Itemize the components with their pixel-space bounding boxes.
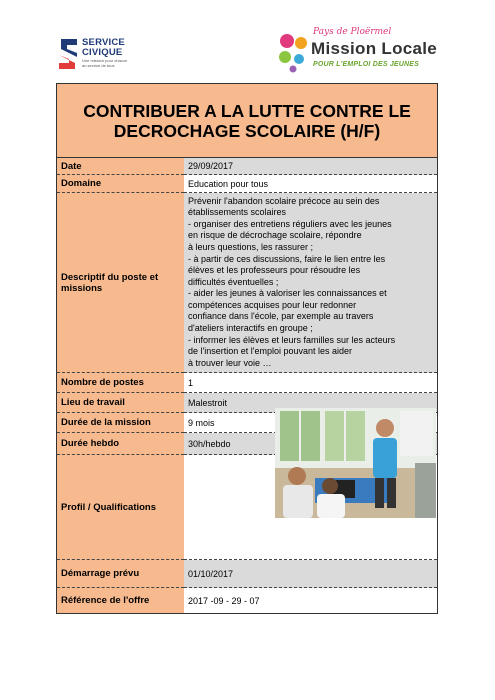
colored-dots-icon	[275, 31, 313, 73]
mission-locale-logo	[275, 25, 445, 75]
desc-line: établissements scolaires	[188, 207, 287, 218]
label-date: Date	[57, 158, 184, 175]
row-date	[57, 158, 437, 175]
row-nombre-postes	[57, 373, 437, 393]
desc-line: - aider les jeunes à valoriser les connaissances et	[188, 288, 387, 299]
service-civique-tagline: Une mission pour chacun au service de tous	[82, 58, 128, 68]
offer-title-box	[56, 83, 438, 158]
desc-line: en risque de décrochage scolaire, répondre	[188, 230, 362, 241]
value-demarrage: 01/10/2017	[184, 560, 437, 588]
desc-line: à trouver leur voie …	[188, 357, 272, 368]
value-nombre-postes: 1	[184, 373, 437, 393]
value-reference: 2017 -09 - 29 - 07	[188, 595, 260, 606]
offer-title: CONTRIBUER A LA LUTTE CONTRE LE DECROCHAGE SCOLAIRE (H/F)	[83, 100, 411, 141]
desc-line: d'ateliers interactifs en groupe ;	[188, 323, 313, 334]
label-domaine: Domaine	[57, 175, 184, 193]
mission-locale-wordmark: Mission Locale	[311, 39, 438, 58]
value-duree-hebdo: 30h/hebdo	[184, 433, 437, 455]
label-lieu: Lieu de travail	[57, 393, 184, 413]
service-civique-mark-icon	[57, 37, 79, 71]
service-civique-wordmark: SERVICE CIVIQUE	[82, 37, 125, 58]
desc-line: compétences acquises pour leur redonner	[188, 299, 357, 310]
label-reference: Référence de l'offre	[57, 588, 184, 613]
service-civique-logo	[57, 35, 152, 75]
desc-line: difficultés éventuelles ;	[188, 276, 279, 287]
label-descriptif: Descriptif du poste et missions	[57, 193, 184, 373]
mission-locale-slogan: POUR L'EMPLOI DES JEUNES	[313, 61, 420, 68]
desc-line: de l'insertion et l'emploi pouvant les aider	[188, 346, 353, 357]
row-descriptif	[57, 193, 437, 373]
label-duree-hebdo: Durée hebdo	[57, 433, 184, 455]
row-reference	[57, 588, 437, 613]
desc-line: confiance dans l'école, par exemple au travers	[188, 311, 374, 322]
value-descriptif	[184, 193, 437, 373]
value-domaine: Education pour tous	[184, 175, 437, 193]
row-demarrage	[57, 560, 437, 588]
offer-details-table	[56, 158, 438, 614]
desc-line: à leurs questions, les rassurer ;	[188, 241, 314, 252]
classroom-photo	[275, 408, 436, 518]
desc-line: - à partir de ces discussions, faire le lien entre les	[188, 253, 386, 264]
label-nombre-postes: Nombre de postes	[57, 373, 184, 393]
value-lieu: Malestroit	[184, 393, 437, 413]
desc-line: - informer les élèves et leurs familles sur les acteurs	[188, 334, 396, 345]
row-domaine	[57, 175, 437, 193]
value-duree-mission: 9 mois	[184, 413, 437, 433]
mission-locale-region: Pays de Ploërmel	[313, 27, 392, 37]
label-duree-mission: Durée de la mission	[57, 413, 184, 433]
label-profil: Profil / Qualifications	[57, 455, 184, 560]
desc-line: Prévenir l'abandon scolaire précoce au sein des	[188, 195, 380, 206]
label-demarrage: Démarrage prévu	[57, 560, 184, 588]
value-date: 29/09/2017	[184, 158, 437, 175]
desc-line: élèves et les professeurs pour résoudre les	[188, 265, 361, 276]
desc-line: - organiser des entretiens réguliers avec les jeunes	[188, 218, 392, 229]
